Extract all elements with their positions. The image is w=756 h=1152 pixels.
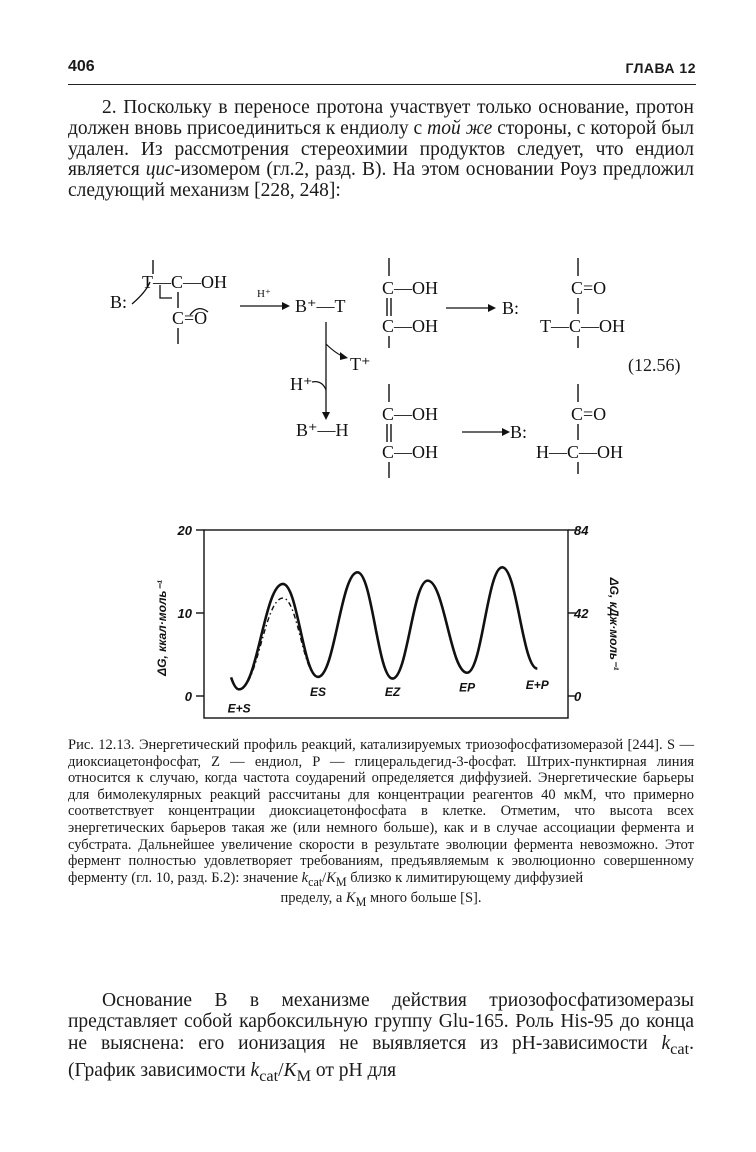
- point-label: EP: [459, 680, 476, 695]
- point-label: E+P: [525, 678, 549, 693]
- caption-kcat-sub: cat: [308, 874, 323, 889]
- caption-km-2: K: [345, 890, 356, 907]
- scheme-h-c-oh: H—C—OH: [536, 442, 624, 462]
- caption-text-3: пределу, а: [280, 890, 346, 907]
- scheme-c-oh-1: C—OH: [382, 278, 439, 298]
- p1-part3: -изомером (гл.2, разд. В). На этом основании Роуз предложил следующий механизм [228, 248]:: [68, 159, 694, 202]
- scheme-h-plus-label: H⁺: [257, 288, 271, 300]
- scheme-t-c-oh: T—C—OH: [142, 272, 227, 292]
- reaction-scheme: [90, 252, 710, 488]
- p1-emphasis-2: цис: [145, 159, 174, 181]
- p1-part2: стороны, с которой был удален. Из рассмотрения стереохимии продуктов следует, что ендиол является: [68, 117, 694, 181]
- caption-text-2: близко к лимитирующему диффузией: [346, 869, 584, 886]
- caption-last-line: [68, 890, 694, 910]
- point-label: E+S: [227, 701, 251, 716]
- chapter-title: ГЛАВА 12: [625, 60, 696, 76]
- scheme-c-eq-o-2: C=O: [571, 278, 607, 298]
- p2-kcat-2: k: [250, 1060, 260, 1082]
- page-header: [68, 58, 696, 84]
- p1-part1: 2. Поскольку в переносе протона участвует только основание, протон должен вновь присоединиться к ендиолу с: [68, 97, 694, 139]
- p2-km-sub: M: [296, 1067, 312, 1085]
- equation-number: (12.56): [628, 355, 681, 375]
- p2-part3: от pH для: [311, 1060, 397, 1082]
- p2-part1: Основание B в механизме действия триозофосфатизомеразы представляет собой карбоксильную группу Glu-165. Роль His-95 до конца не выяснена: его ионизация не выявляется из pH-зависимости: [68, 990, 694, 1054]
- y-tick-label-right: 42: [574, 606, 589, 621]
- caption-km-sub-2: M: [355, 895, 367, 910]
- y-tick-label-right: 84: [574, 523, 589, 538]
- caption-slash: /: [322, 869, 327, 886]
- energy-profile-chart: [140, 518, 621, 728]
- p2-km: K: [283, 1060, 297, 1082]
- y-axis-label-left: ΔG, ккал·моль⁻¹: [155, 580, 169, 676]
- point-label: ES: [310, 684, 327, 699]
- caption-text-1: Рис. 12.13. Энергетический профиль реакций, катализируемых триозофосфатизомеразой [244]. S — диоксиацетонфосфат, Z — ендиол, P — глицеральдегид-3-фосфат. Штрих-пунктирная линия относится к случаю, когда частота соударений определяется диффузией. Энергетические барьеры для бимолекулярных реакций рассчитаны для концентрации реагентов 40 мкМ, что примерно соответствует концентрации диоксиацетонфосфата в клетке. Отметим, что высота всех энергетических барьеров такая же (или немного больше), как и в случае ассоциации фермента и субстрата. Дальнейшее увеличение скорости в результате эволюции фермента невозможно. Этот фермент полностью удовлетворяет требованиям, предъявляемым к эволюционно совершенному ферменту (гл. 10, разд. Б.2): значение: [68, 737, 694, 886]
- point-label: EZ: [384, 684, 401, 699]
- p2-part2: . (График зависимости: [68, 1032, 694, 1082]
- scheme-c-eq-o-3: C=O: [571, 404, 607, 424]
- page-number: 406: [68, 58, 95, 75]
- p2-kcat: k: [661, 1032, 671, 1054]
- header-rule: [68, 84, 696, 85]
- p2-kcat-sub-2: cat: [259, 1067, 279, 1085]
- y-tick-label-left: 0: [184, 689, 192, 704]
- p2-slash: /: [278, 1060, 284, 1082]
- y-tick-label-right: 0: [574, 689, 582, 704]
- scheme-b-colon-2: B:: [502, 298, 520, 318]
- scheme-c-oh-3: C—OH: [382, 404, 439, 424]
- figure-caption: [68, 737, 694, 911]
- y-tick-label-left: 10: [177, 606, 192, 621]
- caption-kcat: k: [301, 869, 309, 886]
- caption-km: K: [326, 869, 336, 886]
- scheme-c-oh-4: C—OH: [382, 442, 439, 462]
- paragraph-2-text: [68, 990, 694, 1087]
- caption-km-sub: M: [335, 874, 347, 889]
- scheme-b-plus-t: B⁺—T: [295, 296, 346, 316]
- paragraph-1-text: [68, 98, 694, 202]
- paragraph-1: [68, 98, 694, 202]
- p1-emphasis-1: той же: [427, 117, 493, 139]
- scheme-t-c-oh-2: T—C—OH: [540, 316, 625, 336]
- scheme-c-eq-o: C=O: [172, 308, 208, 328]
- scheme-h-plus-2: H⁺: [290, 374, 313, 394]
- p2-kcat-sub: cat: [670, 1039, 690, 1058]
- scheme-b-colon: B:: [110, 292, 128, 312]
- scheme-c-oh-2: C—OH: [382, 316, 439, 336]
- energy-curve: [231, 567, 537, 689]
- paragraph-2: [68, 990, 694, 1087]
- y-tick-label-left: 20: [177, 523, 192, 538]
- scheme-b-plus-h: B⁺—H: [296, 420, 349, 440]
- scheme-t-plus: T⁺: [350, 354, 371, 374]
- scheme-b-colon-3: B:: [510, 422, 528, 442]
- caption-text-4: много больше [S].: [366, 890, 482, 907]
- y-axis-label-right: ΔG, кДж·моль⁻¹: [607, 577, 621, 671]
